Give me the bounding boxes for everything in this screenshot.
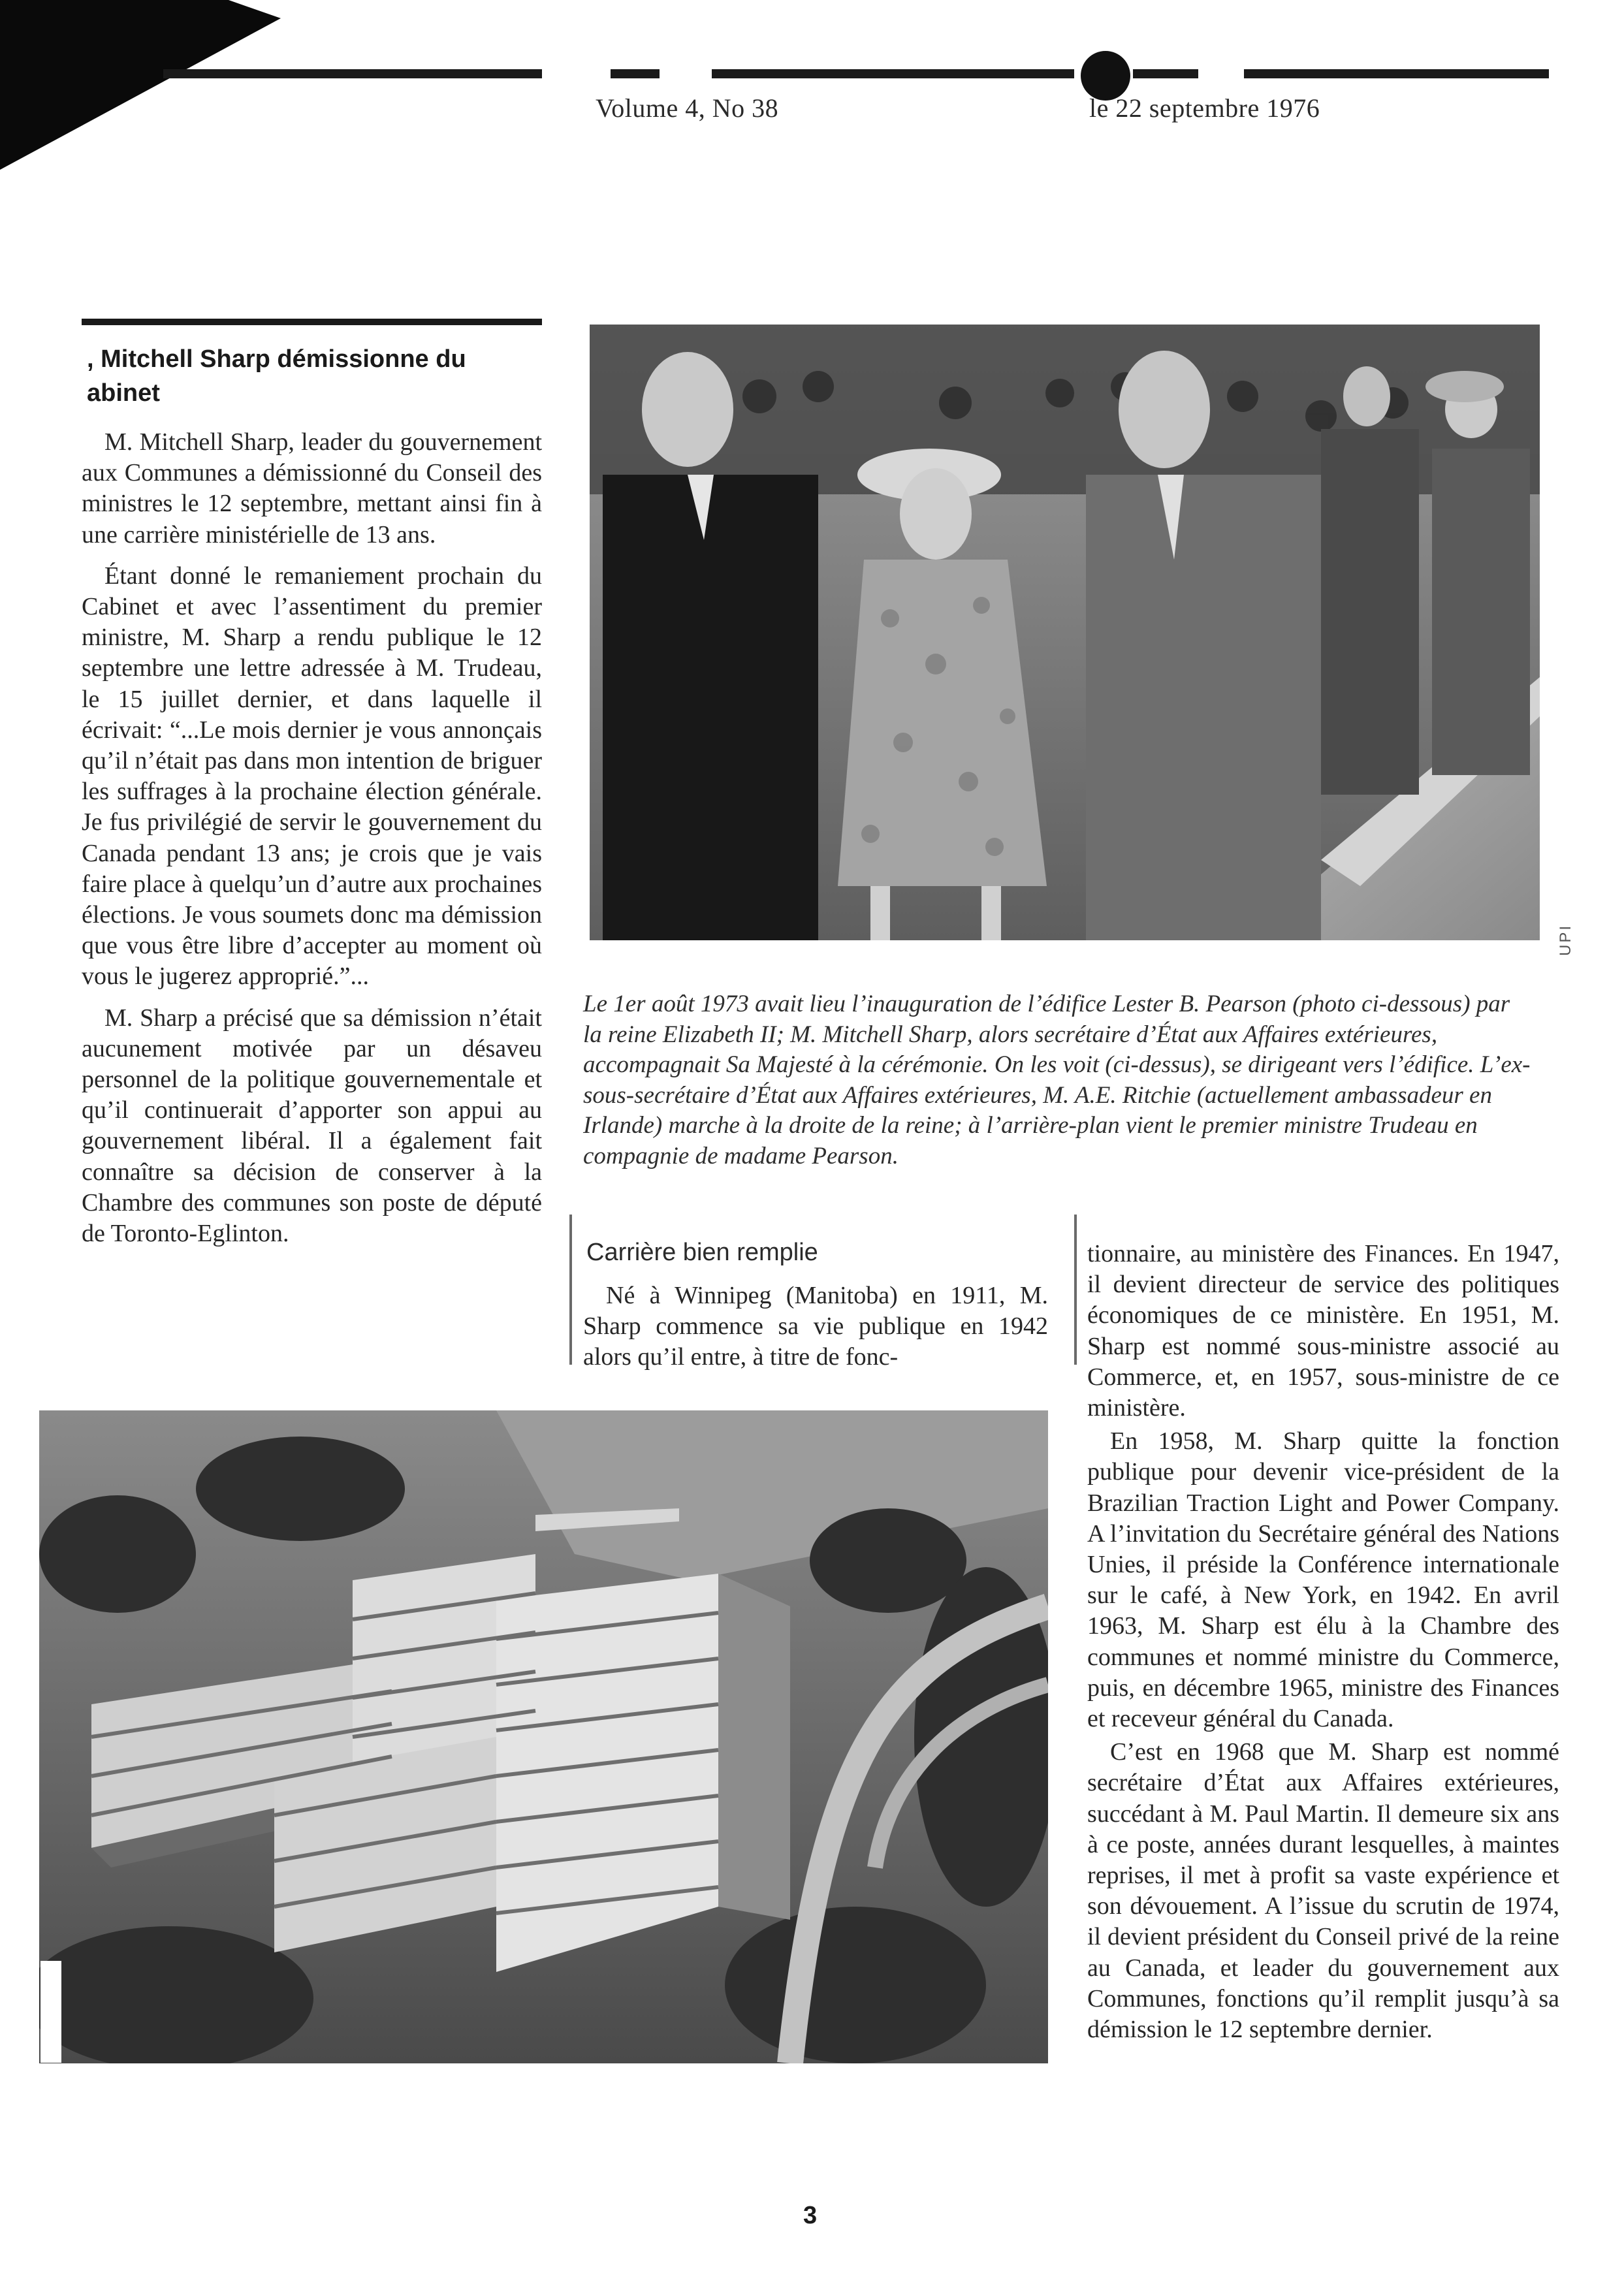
header-rule-right2 xyxy=(1244,69,1549,78)
section-subhead: Carrière bien remplie xyxy=(586,1239,818,1266)
issue-date: le 22 septembre 1976 xyxy=(1089,93,1320,123)
headline-line-1: , Mitchell Sharp démissionne du xyxy=(87,345,466,373)
page-number: 3 xyxy=(803,2202,818,2229)
header-rule-left xyxy=(163,69,542,78)
photo-pearson-building xyxy=(39,1410,1048,2063)
headline-line-2: abinet xyxy=(87,379,160,407)
column-divider xyxy=(569,1215,572,1365)
career-column-middle xyxy=(583,1280,1048,1373)
photo-pearson-building-image xyxy=(39,1410,1048,2063)
article-paragraph: M. Sharp a précisé que sa démission n’était aucunement motivée par un désaveu personnel de la politique gouvernementale et qu’il continuerait d’apporter son appui au gouvernement libéral. Il a également fait connaître sa décision de conserver à la Chambre des communes son poste de député de Toronto-Eglinton. xyxy=(82,1004,542,1248)
header-rule-mid2 xyxy=(712,69,1074,78)
article-paragraph: Étant donné le remaniement prochain du Cabinet et avec l’assentiment du premier ministre, M. Sharp a rendu publique le 12 septembre une lettre adressée à M. Trudeau, le 15 juillet dernier, et dans laquelle il écrivait: “...Le mois dernier je vous annonçais qu’il n’était pas dans mon intention de briguer les suffrages à la prochaine élection générale. Je fus privilégié de servir le gouvernement du Canada pendant 13 ans; je crois que je vais faire place à quelqu’un d’autre aux prochaines élections. Je vous soumets donc ma démission que vous être libre d’accepter au moment où vous le jugerez approprié.”... xyxy=(82,562,542,991)
article-headline xyxy=(82,342,542,410)
photo-queen-procession-image xyxy=(590,325,1540,940)
header-rule-right xyxy=(1133,69,1198,78)
photo-queen-procession xyxy=(590,325,1540,940)
left-article xyxy=(82,319,542,1249)
career-paragraph: Né à Winnipeg (Manitoba) en 1911, M. Sharp commence sa vie publique en 1942 alors qu’il entre, à titre de fonc- xyxy=(583,1282,1048,1371)
column-divider xyxy=(1074,1215,1077,1365)
career-paragraph: C’est en 1968 que M. Sharp est nommé secrétaire d’État aux Affaires extérieures, succédant à M. Paul Martin. Il demeure six ans à ce poste, années durant lesquelles, à maintes reprises, il met à profit sa vaste expérience et son dévouement. A l’issue du scrutin de 1974, il devient président du Conseil privé de la reine au Canada, et leader du gouvernement aux Communes, fonctions qu’il remplit jusqu’à sa démission le 12 septembre dernier. xyxy=(1087,1738,1559,2044)
margin-scan-artifact xyxy=(40,1961,61,2063)
career-paragraph: tionnaire, au ministère des Finances. En 1947, il devient directeur de service des politiques économiques de ce ministère. En 1951, M. Sharp est nommé sous-ministre associé au Commerce, et, en 1957, sous-ministre de ce ministère. xyxy=(1087,1240,1559,1422)
article-top-rule xyxy=(82,319,542,325)
issue-volume: Volume 4, No 38 xyxy=(596,93,779,123)
header-rule-mid xyxy=(611,69,660,78)
photo-credit: UPI xyxy=(1557,924,1574,957)
corner-scan-artifact xyxy=(0,0,281,170)
article-paragraph: M. Mitchell Sharp, leader du gouvernement aux Communes a démissionné du Conseil des ministres le 12 septembre, mettant ainsi fin à une carrière ministérielle de 13 ans. xyxy=(82,428,542,548)
photo-caption: Le 1er août 1973 avait lieu l’inauguration de l’édifice Lester B. Pearson (photo ci-dessous) par la reine Elizabeth II; M. Mitchell Sharp, alors secrétaire d’État aux Affaires extérieures, accompagnait Sa Majesté à la cérémonie. On les voit (ci-dessus), se dirigeant vers l’édifice. L’ex-sous-secrétaire d’État aux Affaires extérieures, M. A.E. Ritchie (actuellement ambassadeur en Irlande) marche à la droite de la reine; à l’arrière-plan vient le premier ministre Trudeau en compagnie de madame Pearson. xyxy=(583,991,1531,1169)
career-paragraph: En 1958, M. Sharp quitte la fonction publique pour devenir vice-président de la Brazilian Traction Light and Power Company. A l’invitation du Secrétaire général des Nations Unies, il préside la Conférence internationale sur le café, à New York, en 1942. En avril 1963, M. Sharp est élu à la Chambre des communes et nommé ministre du Commerce, puis, en décembre 1965, ministre des Finances et receveur général du Canada. xyxy=(1087,1427,1559,1733)
career-column-right xyxy=(1087,1239,1559,2045)
